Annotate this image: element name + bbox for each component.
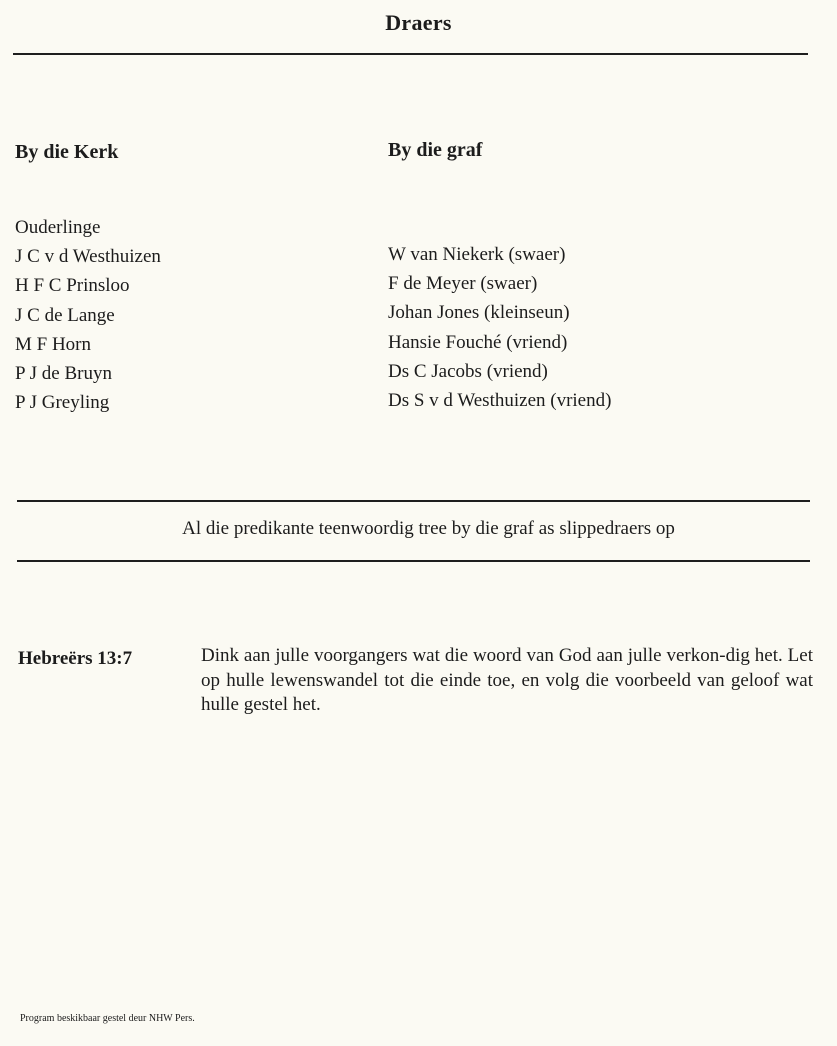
- list-item: J C de Lange: [15, 304, 115, 326]
- list-item: F de Meyer (swaer): [388, 273, 538, 295]
- list-item: Johan Jones (kleinseun): [388, 302, 570, 324]
- list-item: H F C Prinsloo: [15, 275, 130, 297]
- list-item: P J de Bruyn: [15, 363, 112, 385]
- list-item: Hansie Fouché (vriend): [388, 331, 568, 353]
- top-divider: [13, 53, 808, 55]
- church-bearers-list: [15, 213, 161, 417]
- pallbearers-note: Al die predikante teenwoordig tree by die graf as slippedraers op: [182, 518, 675, 539]
- footer-credit: Program beskikbaar gestel deur NHW Pers.: [20, 1013, 195, 1024]
- verse-reference: Hebreërs 13:7: [18, 648, 133, 669]
- list-item: Ds C Jacobs (vriend): [388, 360, 548, 382]
- grave-bearers-list: [388, 240, 611, 415]
- note-top-divider: [17, 500, 810, 502]
- note-bottom-divider: [17, 560, 810, 562]
- list-item: Ds S v d Westhuizen (vriend): [388, 390, 612, 412]
- list-item: Ouderlinge: [15, 217, 101, 238]
- grave-bearers-heading: By die graf: [388, 139, 483, 161]
- list-item: W van Niekerk (swaer): [388, 244, 566, 265]
- list-item: M F Horn: [15, 333, 92, 355]
- list-item: J C v d Westhuizen: [15, 246, 161, 268]
- verse-text: Dink aan julle voorgangers wat die woord van God aan julle verkon-dig het. Let op hulle lewenswandel tot die einde toe, en volg die voorbeeld van geloof wat hulle gestel het.: [201, 645, 813, 715]
- church-bearers-heading: By die Kerk: [15, 141, 119, 163]
- page-title: Draers: [385, 10, 452, 35]
- list-item: P J Greyling: [15, 392, 110, 414]
